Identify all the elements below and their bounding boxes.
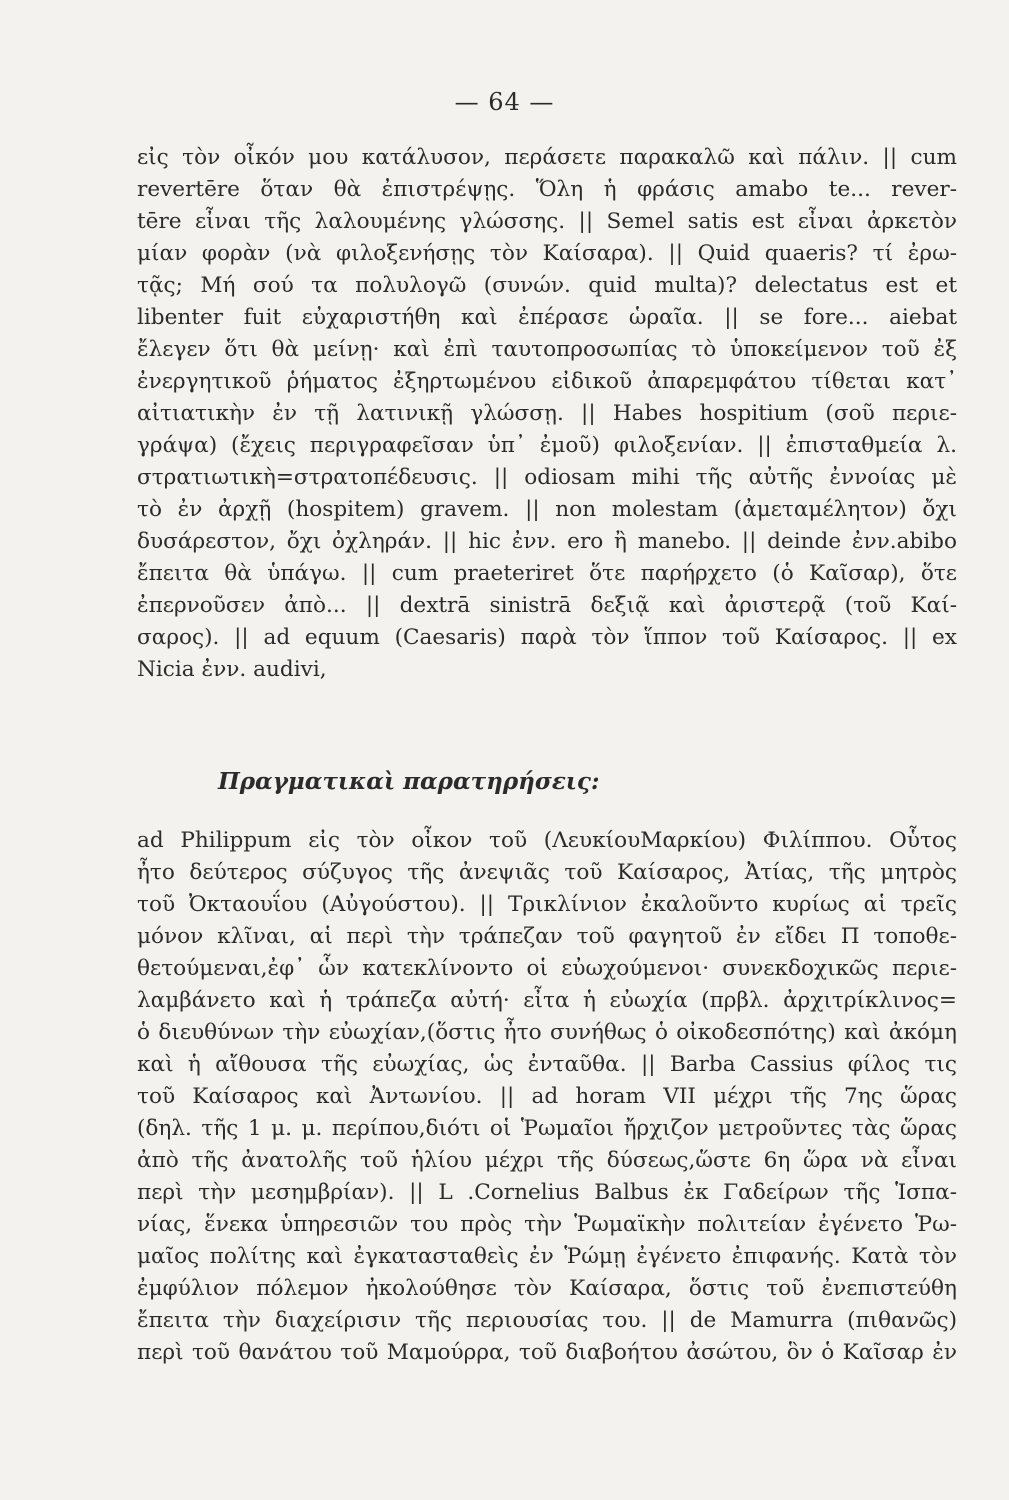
text-line: ἔλεγεν ὅτι θὰ μείνῃ· καὶ ἐπὶ ταυτοπροσωπίας τὸ ὑποκείμενον τοῦ ἐξ [137,337,957,362]
text-line: μίαν φορὰν (νὰ φιλοξενήσῃς τὸν Καίσαρα). || Quid quaeris? τί ἐρω- [137,241,957,266]
text-line: ἔπειτα τὴν διαχείρισιν τῆς περιουσίας του. || de Mamurra (πιθανῶς) [137,1308,957,1333]
text-line: εἰς τὸν οἶκόν μου κατάλυσον, περάσετε παρακαλῶ καὶ πάλιν. || cum [137,145,957,170]
text-line: ἔπειτα θὰ ὑπάγω. || cum praeteriret ὅτε παρήρχετο (ὁ Καῖσαρ), ὅτε [137,561,957,586]
text-line: καὶ ἡ αἴθουσα τῆς εὐωχίας, ὡς ἐνταῦθα. || Barba Cassius φίλος τις [137,1052,957,1077]
text-line: περὶ τοῦ θανάτου τοῦ Μαμούρρα, τοῦ διαβοήτου ἀσώτου, ὃν ὁ Καῖσαρ ἐν [137,1340,957,1365]
text-line: τοῦ Καίσαρος καὶ Ἀντωνίου. || ad horam VII μέχρι τῆς 7ης ὥρας [137,1084,957,1109]
text-line: στρατιωτικὴ=στρατοπέδευσις. || odiosam mihi τῆς αὐτῆς ἐννοίας μὲ [137,465,957,490]
text-line: μαῖος πολίτης καὶ ἐγκατασταθεὶς ἐν Ῥώμῃ ἐγένετο ἐπιφανής. Κατὰ τὸν [137,1244,957,1269]
text-line: θετούμεναι,ἐφ᾿ ὧν κατεκλίνοντο οἱ εὐωχούμενοι· συνεκδοχικῶς περιε- [137,956,957,981]
text-line: λαμβάνετο καὶ ἡ τράπεζα αὐτή· εἶτα ἡ εὐωχία (πρβλ. ἀρχιτρίκλινος= [137,988,957,1013]
text-line: libenter fuit εὐχαριστήθη καὶ ἐπέρασε ὡραῖα. || se fore... aiebat [137,305,957,330]
text-line: περὶ τὴν μεσημβρίαν). || L .Cornelius Balbus ἐκ Γαδείρων τῆς Ἱσπα- [137,1180,957,1205]
text-line: ἀπὸ τῆς ἀνατολῆς τοῦ ἡλίου μέχρι τῆς δύσεως,ὥστε 6η ὥρα νὰ εἶναι [137,1148,957,1173]
text-line: ὁ διευθύνων τὴν εὐωχίαν,(ὅστις ἦτο συνήθως ὁ οἰκοδεσπότης) καὶ ἀκόμη [137,1020,957,1045]
text-line: ἐμφύλιον πόλεμον ἠκολούθησε τὸν Καίσαρα, ὅστις τοῦ ἐνεπιστεύθη [137,1276,957,1301]
text-line: Nicia ἐνν. audivi, [137,657,327,682]
text-line: τοῦ Ὀκταουΐου (Αὐγούστου). || Τρικλίνιον ἐκαλοῦντο κυρίως αἱ τρεῖς [137,892,957,917]
text-line: revertēre ὅταν θὰ ἐπιστρέψῃς. Ὅλη ἡ φράσις amabo te... rever- [137,177,957,202]
text-line: ἦτο δεύτερος σύζυγος τῆς ἀνεψιᾶς τοῦ Καίσαρος, Ἀτίας, τῆς μητρὸς [137,860,957,885]
text-line: σαρος). || ad equum (Caesaris) παρὰ τὸν ἵππον τοῦ Καίσαρος. || ex [137,625,957,650]
text-line: ἐπερνοῦσεν ἀπὸ... || dextrā sinistrā δεξιᾷ καὶ ἀριστερᾷ (τοῦ Καί- [137,593,957,618]
text-line: αἰτιατικὴν ἐν τῇ λατινικῇ γλώσσῃ. || Habes hospitium (σοῦ περιε- [137,401,957,426]
text-line: ad Philippum εἰς τὸν οἶκον τοῦ (ΛευκίουΜαρκίου) Φιλίππου. Οὗτος [137,828,957,853]
text-line: tēre εἶναι τῆς λαλουμένης γλώσσης. || Semel satis est εἶναι ἀρκετὸν [137,209,957,234]
text-line: ἐνεργητικοῦ ῥήματος ἐξηρτωμένου εἰδικοῦ ἀπαρεμφάτου τίθεται κατ᾿ [137,369,957,394]
text-line: δυσάρεστον, ὄχι ὀχληράν. || hic ἐνν. ero ἢ manebo. || deinde ἐνν.abibo [137,529,957,554]
text-line: νίας, ἕνεκα ὑπηρεσιῶν του πρὸς τὴν Ῥωμαϊκὴν πολιτείαν ἐγένετο Ῥω- [137,1212,957,1237]
text-line: τὸ ἐν ἀρχῇ (hospitem) gravem. || non molestam (ἀμεταμέλητον) ὄχι [137,497,957,522]
text-line: (δηλ. τῆς 1 μ. μ. περίπου,διότι οἱ Ῥωμαῖοι ἤρχιζον μετροῦντες τὰς ὥρας [137,1116,957,1141]
text-line: μόνον κλῖναι, αἱ περὶ τὴν τράπεζαν τοῦ φαγητοῦ ἐν εἴδει Π τοποθε- [137,924,957,949]
page-number: — 64 — [454,88,555,116]
text-line: γράψα) (ἔχεις περιγραφεῖσαν ὑπ᾿ ἐμοῦ) φιλοξενίαν. || ἐπισταθμεία λ. [137,433,957,458]
section-heading: Πραγματικαὶ παρατηρήσεις: [218,768,600,795]
text-line: τᾷς; Μή σού τα πολυλογῶ (συνών. quid multa)? delectatus est et [137,273,957,298]
